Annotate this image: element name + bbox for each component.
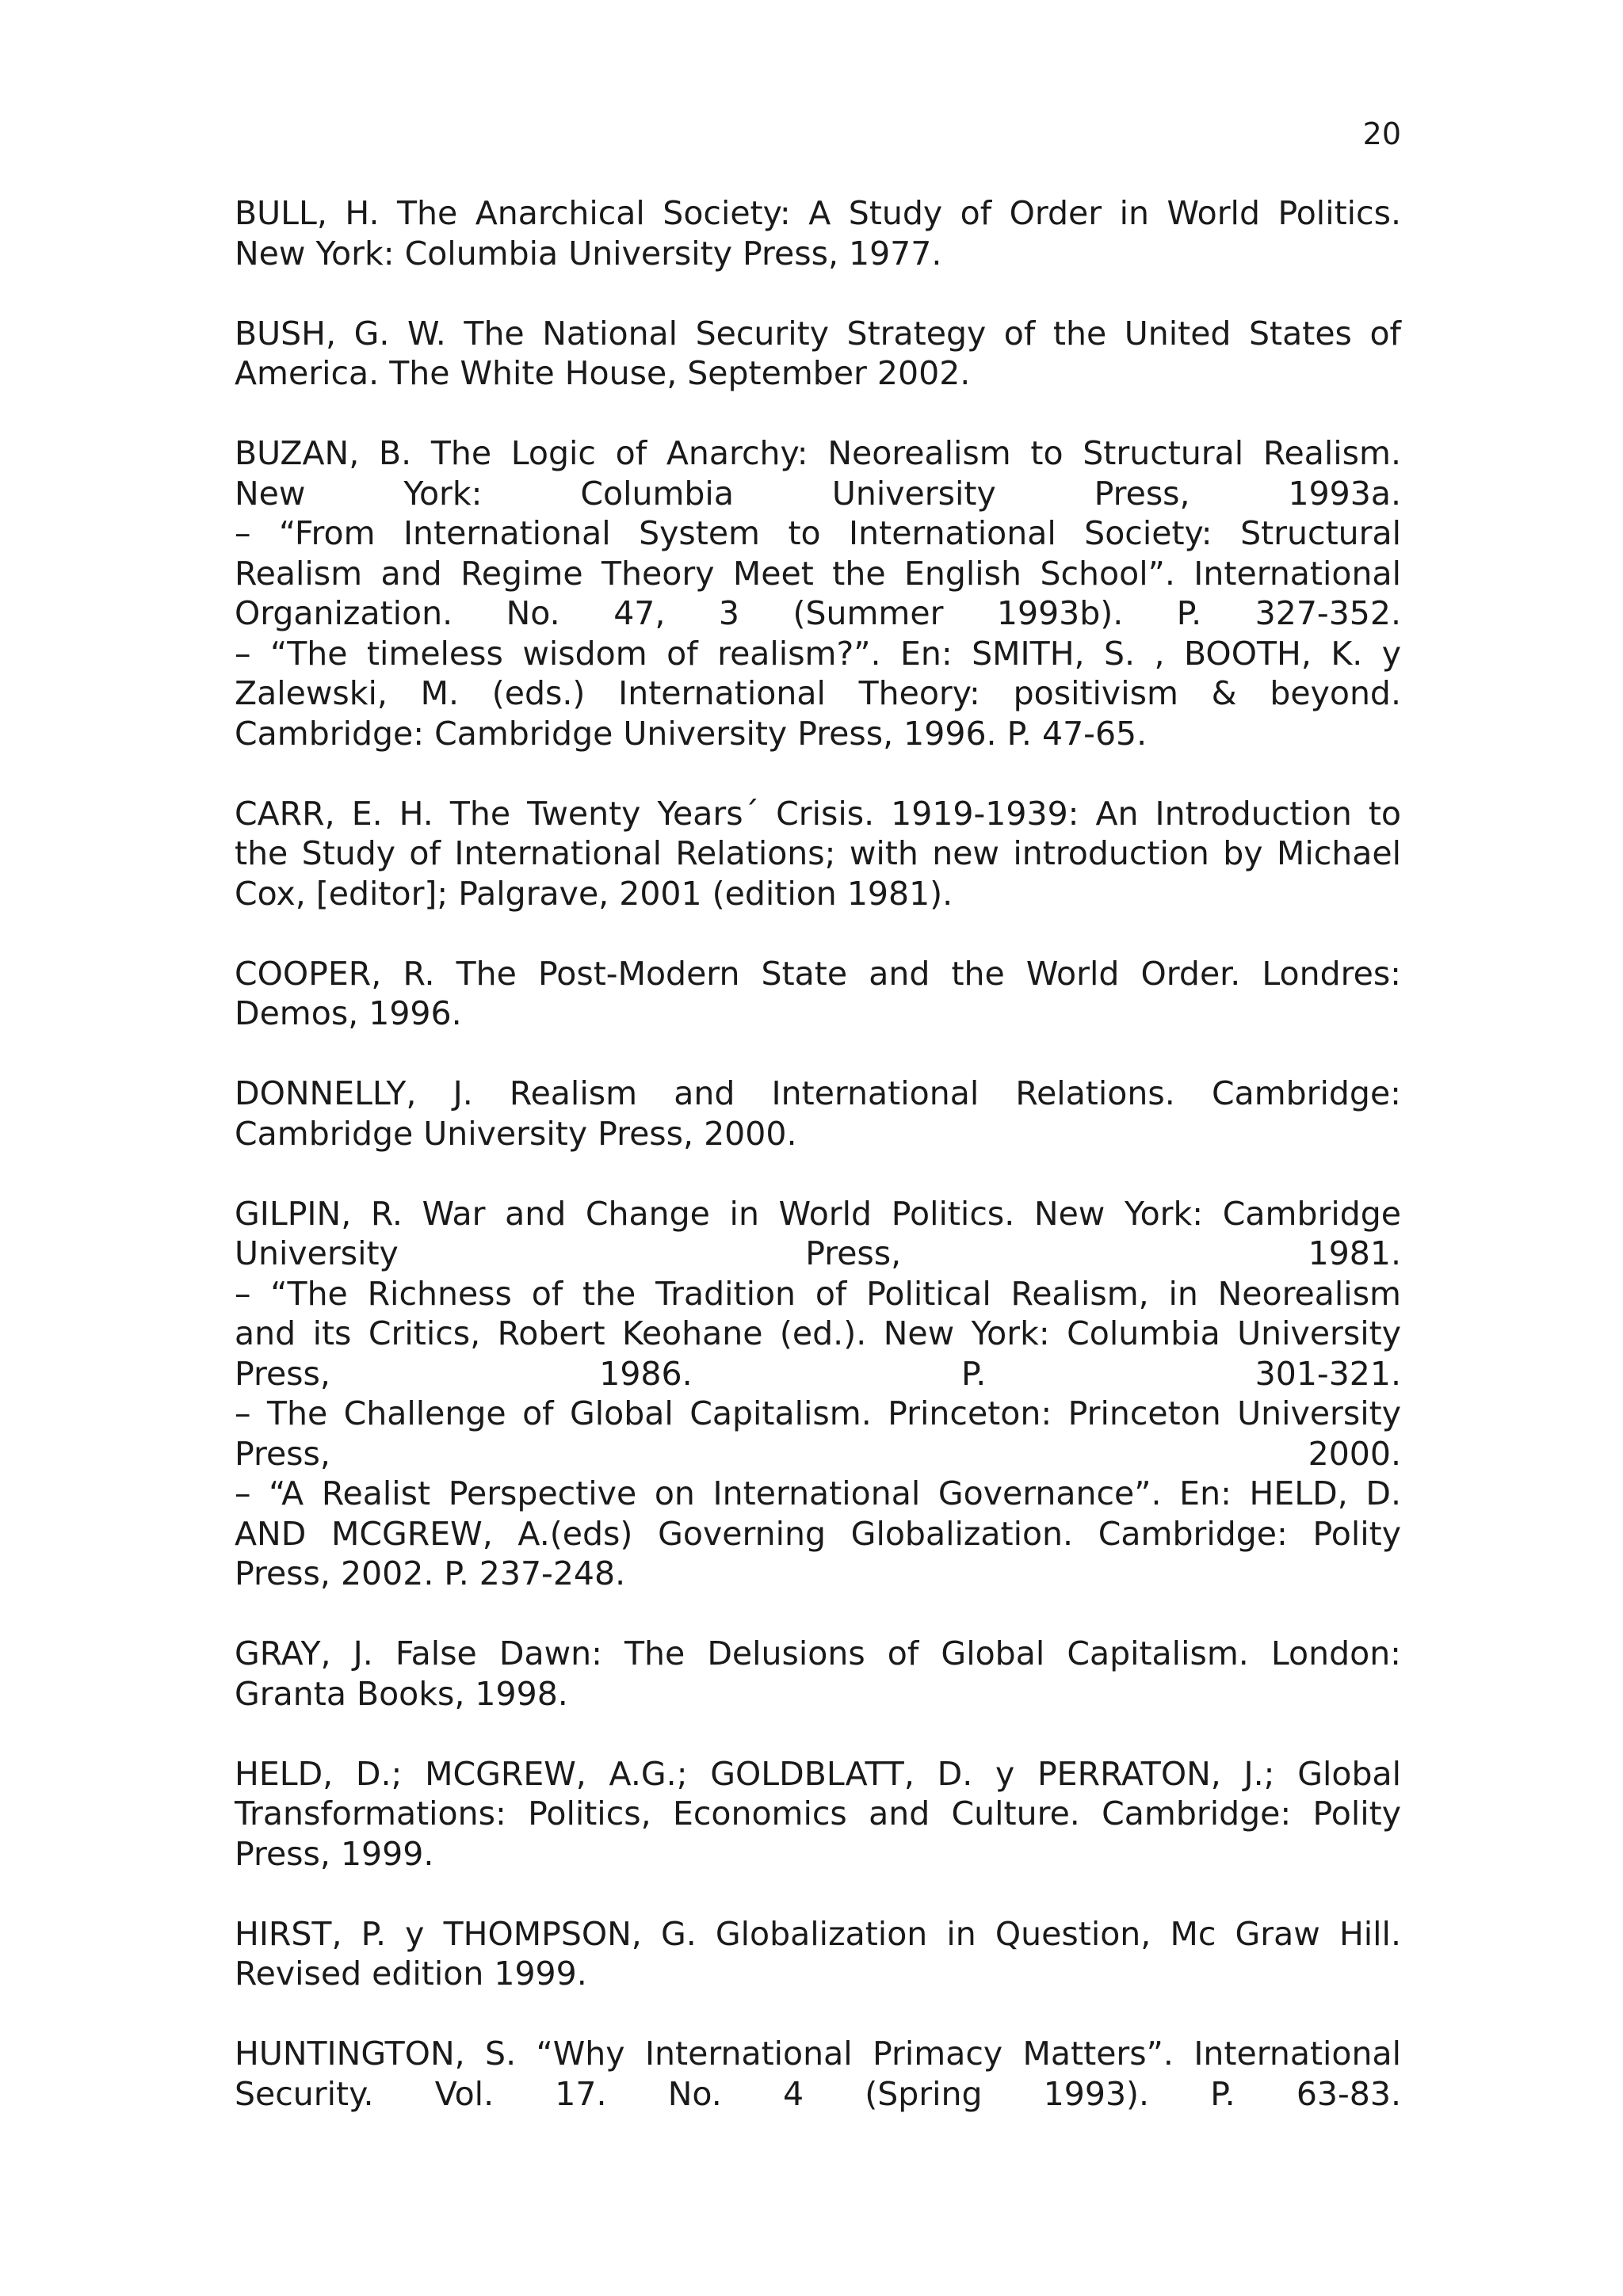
reference-entry-hirst	[235, 1914, 1401, 1994]
reference-line: – “The timeless wisdom of realism?”. En: SMITH, S. , BOOTH, K. y	[235, 634, 1401, 673]
reference-line: GRAY, J. False Dawn: The Delusions of Global Capitalism. London:	[235, 1634, 1401, 1672]
reference-line: Press, 1999.	[235, 1834, 434, 1873]
reference-line: Zalewski, M. (eds.) International Theory: positivism & beyond.	[235, 674, 1401, 712]
reference-line: and its Critics, Robert Keohane (ed.). New York: Columbia University	[235, 1314, 1401, 1352]
reference-line: Cox, [editor]; Palgrave, 2001 (edition 1981).	[235, 874, 953, 913]
reference-line: HUNTINGTON, S. “Why International Primacy Matters”. International	[235, 2035, 1401, 2073]
reference-entry-donnelly	[235, 1074, 1401, 1154]
reference-line: BULL, H. The Anarchical Society: A Study of Order in World Politics.	[235, 194, 1401, 232]
reference-line: Realism and Regime Theory Meet the English School”. International	[235, 554, 1401, 593]
reference-entry-gray	[235, 1634, 1401, 1714]
reference-line: Press, 1986. P. 301-321.	[235, 1354, 1401, 1393]
reference-entry-buzan	[235, 433, 1401, 753]
reference-entry-bull	[235, 193, 1401, 273]
reference-line: HELD, D.; MCGREW, A.G.; GOLDBLATT, D. y PERRATON, J.; Global	[235, 1754, 1401, 1793]
reference-entry-carr	[235, 794, 1401, 914]
reference-line: the Study of International Relations; with new introduction by Michael	[235, 834, 1401, 872]
reference-line: Cambridge University Press, 2000.	[235, 1114, 797, 1153]
reference-line: Revised edition 1999.	[235, 1955, 587, 1993]
reference-entry-cooper	[235, 954, 1401, 1034]
reference-line: – “From International System to International Society: Structural	[235, 514, 1401, 552]
reference-line: Security. Vol. 17. No. 4 (Spring 1993). P. 63-83.	[235, 2074, 1401, 2113]
reference-line: – “A Realist Perspective on International Governance”. En: HELD, D.	[235, 1474, 1401, 1512]
reference-line: COOPER, R. The Post-Modern State and the World Order. Londres:	[235, 954, 1401, 993]
reference-list	[235, 193, 1401, 2154]
reference-entry-gilpin	[235, 1194, 1401, 1594]
reference-line: HIRST, P. y THOMPSON, G. Globalization in Question, Mc Graw Hill.	[235, 1914, 1401, 1953]
reference-line: Organization. No. 47, 3 (Summer 1993b). P. 327-352.	[235, 594, 1401, 632]
reference-line: Transformations: Politics, Economics and Culture. Cambridge: Polity	[235, 1794, 1401, 1833]
reference-line: Press, 2000.	[235, 1434, 1401, 1473]
reference-line: Demos, 1996.	[235, 994, 462, 1032]
reference-line: University Press, 1981.	[235, 1234, 1401, 1272]
reference-line: BUSH, G. W. The National Security Strategy of the United States of	[235, 314, 1401, 353]
reference-line: – The Challenge of Global Capitalism. Princeton: Princeton University	[235, 1394, 1401, 1432]
reference-line: Granta Books, 1998.	[235, 1674, 568, 1713]
reference-entry-bush	[235, 314, 1401, 394]
reference-line: GILPIN, R. War and Change in World Politics. New York: Cambridge	[235, 1194, 1401, 1233]
reference-line: DONNELLY, J. Realism and International Relations. Cambridge:	[235, 1074, 1401, 1112]
reference-line: BUZAN, B. The Logic of Anarchy: Neorealism to Structural Realism.	[235, 434, 1401, 472]
reference-line: CARR, E. H. The Twenty Years´ Crisis. 1919-1939: An Introduction to	[235, 794, 1401, 833]
reference-line: AND MCGREW, A.(eds) Governing Globalization. Cambridge: Polity	[235, 1514, 1401, 1553]
reference-line: – “The Richness of the Tradition of Political Realism, in Neorealism	[235, 1274, 1401, 1313]
reference-line: New York: Columbia University Press, 1993a.	[235, 474, 1401, 513]
page-number: 20	[1362, 116, 1401, 151]
reference-entry-huntington	[235, 2034, 1401, 2114]
reference-line: New York: Columbia University Press, 1977.	[235, 234, 942, 273]
reference-line: Cambridge: Cambridge University Press, 1996. P. 47-65.	[235, 714, 1148, 753]
reference-entry-held	[235, 1754, 1401, 1875]
reference-line: America. The White House, September 2002.	[235, 354, 971, 392]
reference-line: Press, 2002. P. 237-248.	[235, 1554, 626, 1592]
